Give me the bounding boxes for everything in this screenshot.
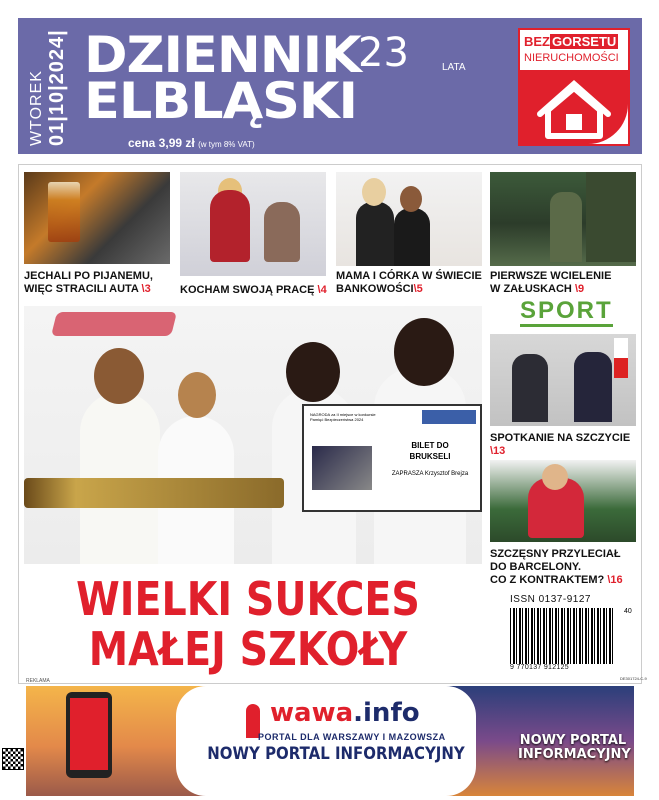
title-line-2: ELBLĄSKI [84, 72, 358, 130]
page-ref: \3 [141, 283, 151, 295]
issue-day: WTOREK [28, 70, 45, 146]
barcode-digits: 9 770137 912125 [510, 664, 569, 671]
headline-line-2: MAŁEJ SZKOŁY [88, 622, 408, 676]
issn-number: ISSN 0137-9127 [510, 594, 591, 605]
caption-line: CO Z KONTRAKTEM? [490, 574, 605, 586]
phone-screen [70, 698, 108, 770]
logo-wawa: wawa [270, 698, 354, 728]
caption-line: MAMA I CÓRKA W ŚWIECIE [336, 270, 482, 282]
story-caption-work[interactable] [180, 284, 330, 297]
issue-date [22, 18, 68, 154]
ad-main-text: NOWY PORTAL INFORMACYJNY [207, 744, 465, 764]
ad-subtitle: PORTAL DLA WARSZAWY I MAZOWSZA [258, 732, 446, 742]
sign-eu-header [422, 410, 476, 424]
caption-line: WIĘC STRACILI AUTA [24, 283, 139, 295]
teacher-head [94, 348, 144, 404]
page-ref: \13 [490, 445, 506, 457]
lead-headline[interactable] [50, 574, 446, 674]
headline-line-1: WIELKI SUKCES [76, 572, 420, 626]
story-caption-military[interactable] [490, 270, 640, 296]
story-thumb-military[interactable] [490, 172, 636, 266]
anniversary-years: 23 [358, 30, 409, 76]
publisher-metadata [4, 170, 16, 570]
promo-brand: GORSETU [552, 34, 617, 49]
price-vat: (w tym 8% VAT) [198, 140, 255, 149]
caption-line: KOCHAM SWOJĄ PRACĘ [180, 284, 315, 296]
story-thumb-drunk-driving[interactable] [24, 172, 170, 264]
lead-photo-school-success[interactable] [24, 306, 482, 564]
sport-section-label[interactable]: SPORT [520, 298, 613, 327]
girl1-head [286, 342, 340, 402]
sport-thumb-goalkeeper[interactable] [490, 460, 636, 542]
ad-logo [270, 698, 420, 728]
caption-line: SPOTKANIE NA SZCZYCIE [490, 432, 631, 444]
girl2-head [394, 318, 454, 386]
promo-prefix: BEZ [524, 34, 550, 49]
brussels-ticket-sign [302, 404, 482, 512]
daughter-head [400, 186, 422, 212]
ad-right-text: NOWY PORTAL INFORMACYJNY [518, 733, 631, 762]
barcode-icon [510, 608, 614, 664]
sign-title: BILET DO BRUKSELI [409, 441, 451, 461]
sabre-award [24, 478, 284, 508]
page-ref: \9 [574, 283, 585, 295]
price-value: cena 3,99 zł [128, 136, 195, 150]
phone-image [66, 692, 112, 778]
title-line-1: DZIENNIK [84, 26, 361, 84]
story-caption-drunk-driving[interactable] [24, 270, 174, 296]
page-ref: \5 [413, 283, 423, 295]
house-icon [520, 70, 628, 144]
man1-figure [512, 354, 548, 422]
reporter-figure [264, 202, 300, 262]
print-code: DE301724-C-9 [620, 676, 647, 681]
beer-glass-image [48, 182, 80, 242]
mother-figure [356, 202, 394, 266]
story-caption-mother-daughter[interactable] [336, 270, 486, 296]
anniversary-label: LATA [442, 62, 466, 73]
issue-number: 40 [624, 608, 632, 615]
issue-date-number: 01|10|2024| [46, 29, 68, 146]
mother-head [362, 178, 386, 206]
masthead [18, 18, 642, 154]
daughter-figure [394, 208, 430, 266]
story-thumb-work[interactable] [180, 172, 326, 276]
promo-title [524, 34, 618, 49]
ad-label: REKLAMA [26, 678, 50, 684]
caption-line: PIERWSZE WCIELENIE [490, 270, 612, 282]
newspaper-title[interactable] [84, 26, 361, 130]
caption-line: DO BARCELONY. [490, 561, 582, 573]
sign-photo [312, 446, 372, 490]
promo-subtitle: NIERUCHOMOŚCI [524, 52, 619, 64]
story-thumb-mother-daughter[interactable] [336, 172, 482, 266]
decor-stripe [51, 312, 177, 336]
tent-image [586, 172, 636, 262]
soldier-figure [550, 192, 582, 262]
promo-box-real-estate[interactable] [518, 28, 630, 146]
caption-line: SZCZĘSNY PRZYLECIAŁ [490, 548, 621, 560]
flag-image [614, 338, 628, 378]
sport-caption-goalkeeper[interactable] [490, 548, 640, 587]
sport-thumb-meeting[interactable] [490, 334, 636, 426]
page-ref: \4 [317, 284, 327, 296]
caption-line: JECHALI PO PIJANEMU, [24, 270, 153, 282]
woman-figure [210, 190, 250, 262]
page-ref: \16 [607, 574, 623, 586]
sign-invite: ZAPRASZA Krzysztof Brejza [391, 471, 469, 477]
cover-price [128, 136, 255, 150]
goalkeeper-head [542, 464, 568, 490]
qr-code-icon[interactable] [2, 748, 24, 770]
wawa-info-advert[interactable] [26, 686, 634, 796]
sign-award-text: NAGRODA za II miejsce w konkursie Pamięć Bezpieczeństwa 2024 [310, 412, 376, 422]
man2-figure [574, 352, 612, 422]
sport-caption-meeting[interactable] [490, 432, 640, 458]
caption-line: BANKOWOŚCI [336, 283, 414, 295]
boy-head [178, 372, 216, 418]
logo-info: .info [353, 698, 420, 728]
caption-line: W ZAŁUSKACH [490, 283, 572, 295]
